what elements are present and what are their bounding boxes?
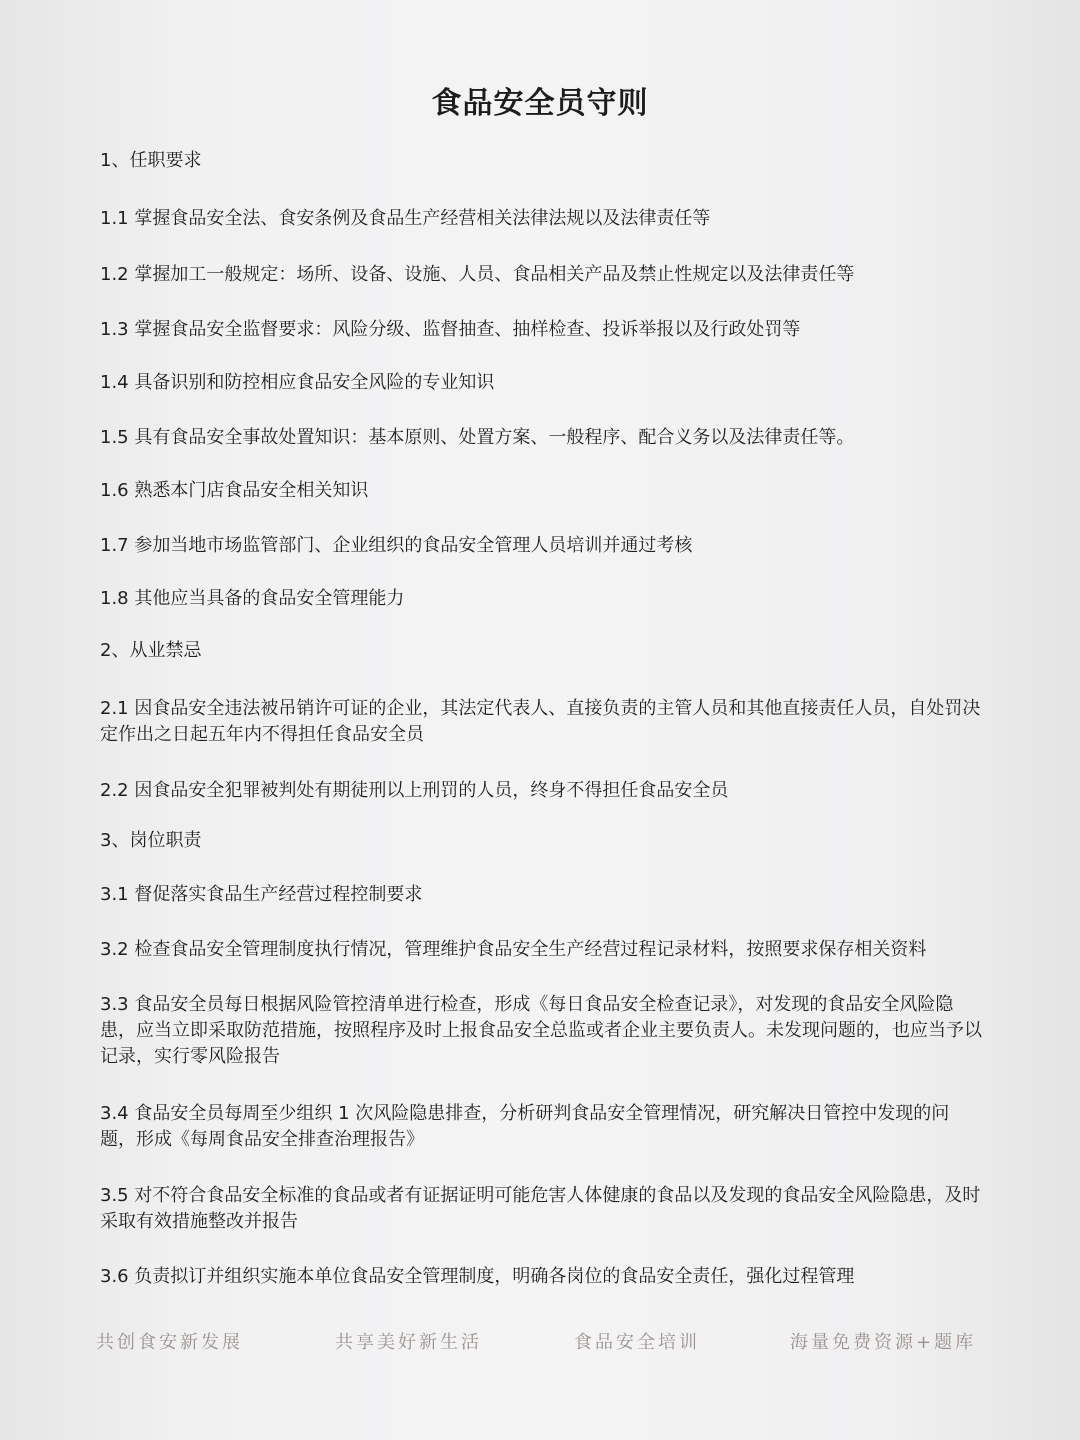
- clause-1-5: 1.5 具有食品安全事故处置知识：基本原则、处置方案、一般程序、配合义务以及法律责任等。: [100, 427, 855, 448]
- section-heading-2: 2、从业禁忌: [100, 640, 202, 661]
- footer-slogan-1: 共创食安新发展: [96, 1332, 243, 1353]
- clause-1-2: 1.2 掌握加工一般规定：场所、设备、设施、人员、食品相关产品及禁止性规定以及法律责任等: [100, 264, 855, 285]
- footer-slogan-4: 海量免费资源+题库: [790, 1332, 977, 1353]
- clause-1-4: 1.4 具备识别和防控相应食品安全风险的专业知识: [100, 372, 495, 393]
- clause-2-1: 2.1 因食品安全违法被吊销许可证的企业，其法定代表人、直接负责的主管人员和其他直接责任人员，自处罚决定作出之日起五年内不得担任食品安全员: [100, 698, 981, 745]
- clause-3-1: 3.1 督促落实食品生产经营过程控制要求: [100, 884, 423, 905]
- section-heading-3: 3、岗位职责: [100, 830, 202, 851]
- footer-slogan-2: 共享美好新生活: [335, 1332, 482, 1353]
- footer-slogan-3: 食品安全培训: [574, 1332, 700, 1353]
- clause-3-5: 3.5 对不符合食品安全标准的食品或者有证据证明可能危害人体健康的食品以及发现的食品安全风险隐患，及时采取有效措施整改并报告: [100, 1185, 981, 1232]
- clause-1-7: 1.7 参加当地市场监管部门、企业组织的食品安全管理人员培训并通过考核: [100, 535, 693, 556]
- clause-1-8: 1.8 其他应当具备的食品安全管理能力: [100, 588, 405, 609]
- clause-3-6: 3.6 负责拟订并组织实施本单位食品安全管理制度，明确各岗位的食品安全责任，强化过程管理: [100, 1266, 855, 1287]
- clause-1-6: 1.6 熟悉本门店食品安全相关知识: [100, 480, 369, 501]
- document-title: 食品安全员守则: [431, 86, 649, 121]
- clause-2-2: 2.2 因食品安全犯罪被判处有期徒刑以上刑罚的人员，终身不得担任食品安全员: [100, 780, 729, 801]
- section-heading-1: 1、任职要求: [100, 150, 202, 171]
- clause-3-3: 3.3 食品安全员每日根据风险管控清单进行检查，形成《每日食品安全检查记录》，对发现的食品安全风险隐患，应当立即采取防范措施，按照程序及时上报食品安全总监或者企业主要负责人。未发现问题的，也应当予以记录，实行零风险报告: [100, 994, 982, 1067]
- clause-1-1: 1.1 掌握食品安全法、食安条例及食品生产经营相关法律法规以及法律责任等: [100, 208, 711, 229]
- clause-3-4: 3.4 食品安全员每周至少组织 1 次风险隐患排查，分析研判食品安全管理情况，研究解决日管控中发现的问题，形成《每周食品安全排查治理报告》: [100, 1103, 950, 1150]
- clause-1-3: 1.3 掌握食品安全监督要求：风险分级、监督抽查、抽样检查、投诉举报以及行政处罚等: [100, 319, 801, 340]
- clause-3-2: 3.2 检查食品安全管理制度执行情况，管理维护食品安全生产经营过程记录材料，按照要求保存相关资料: [100, 939, 927, 960]
